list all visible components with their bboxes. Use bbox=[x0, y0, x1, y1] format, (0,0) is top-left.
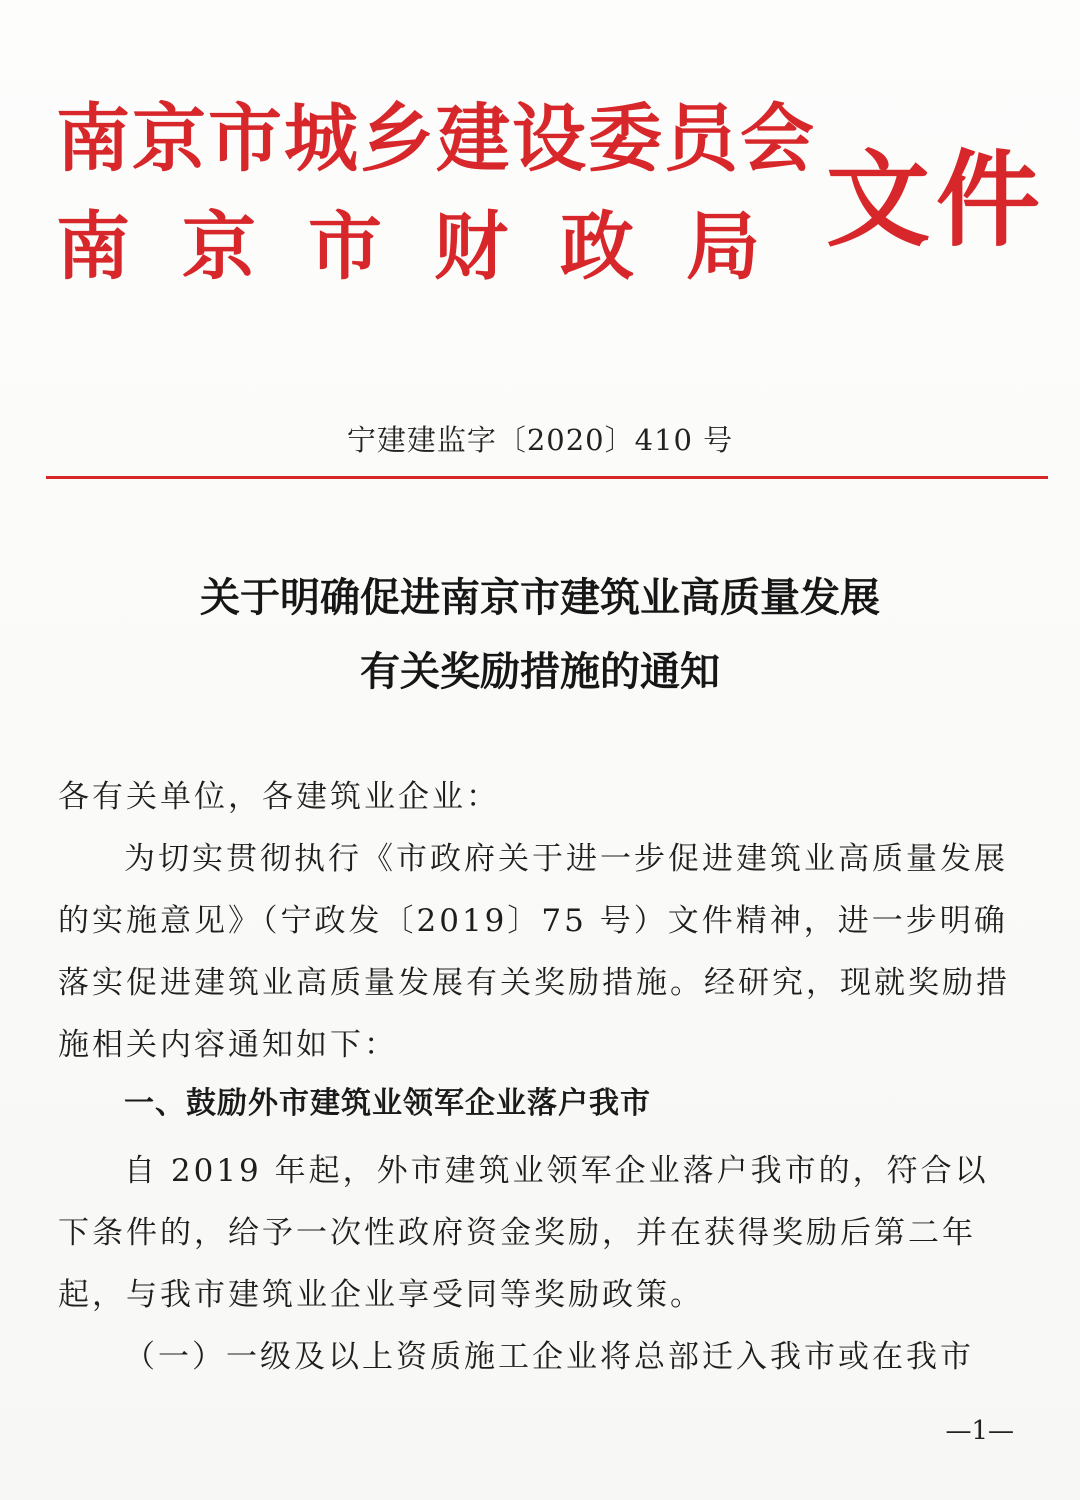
document-title-line-2: 有关奖励措施的通知 bbox=[360, 648, 720, 695]
document-number: 宁建建监字〔2020〕410 号 bbox=[346, 423, 734, 457]
paragraph-item-1: （一）一级及以上资质施工企业将总部迁入我市或在我市 bbox=[124, 1339, 974, 1375]
page-number: —1— bbox=[945, 1416, 1014, 1446]
paragraph-intro: 为切实贯彻执行《市政府关于进一步促进建筑业高质量发展的实施意见》（宁政发〔2019〕75 号）文件精神，进一步明确落实促进建筑业高质量发展有关奖励措施。经研究，现就奖励措施相关内容通知如下： bbox=[58, 841, 1010, 1063]
issuer-line-finance-bureau: 南京市财政局 bbox=[56, 204, 812, 290]
document-suffix: 文件 bbox=[826, 139, 1047, 261]
issuer-line-construction-committee: 南京市城乡建设委员会 bbox=[56, 96, 816, 182]
section-heading-1: 一、鼓励外市建筑业领军企业落户我市 bbox=[124, 1086, 651, 1121]
masthead bbox=[56, 92, 1046, 302]
salutation: 各有关单位，各建筑业企业： bbox=[58, 779, 500, 815]
paragraph-section-1: 自 2019 年起，外市建筑业领军企业落户我市的，符合以下条件的，给予一次性政府资金奖励，并在获得奖励后第二年起，与我市建筑业企业享受同等奖励政策。 bbox=[58, 1153, 989, 1313]
document-title-line-1: 关于明确促进南京市建筑业高质量发展 bbox=[200, 574, 880, 621]
red-divider bbox=[46, 476, 1048, 479]
